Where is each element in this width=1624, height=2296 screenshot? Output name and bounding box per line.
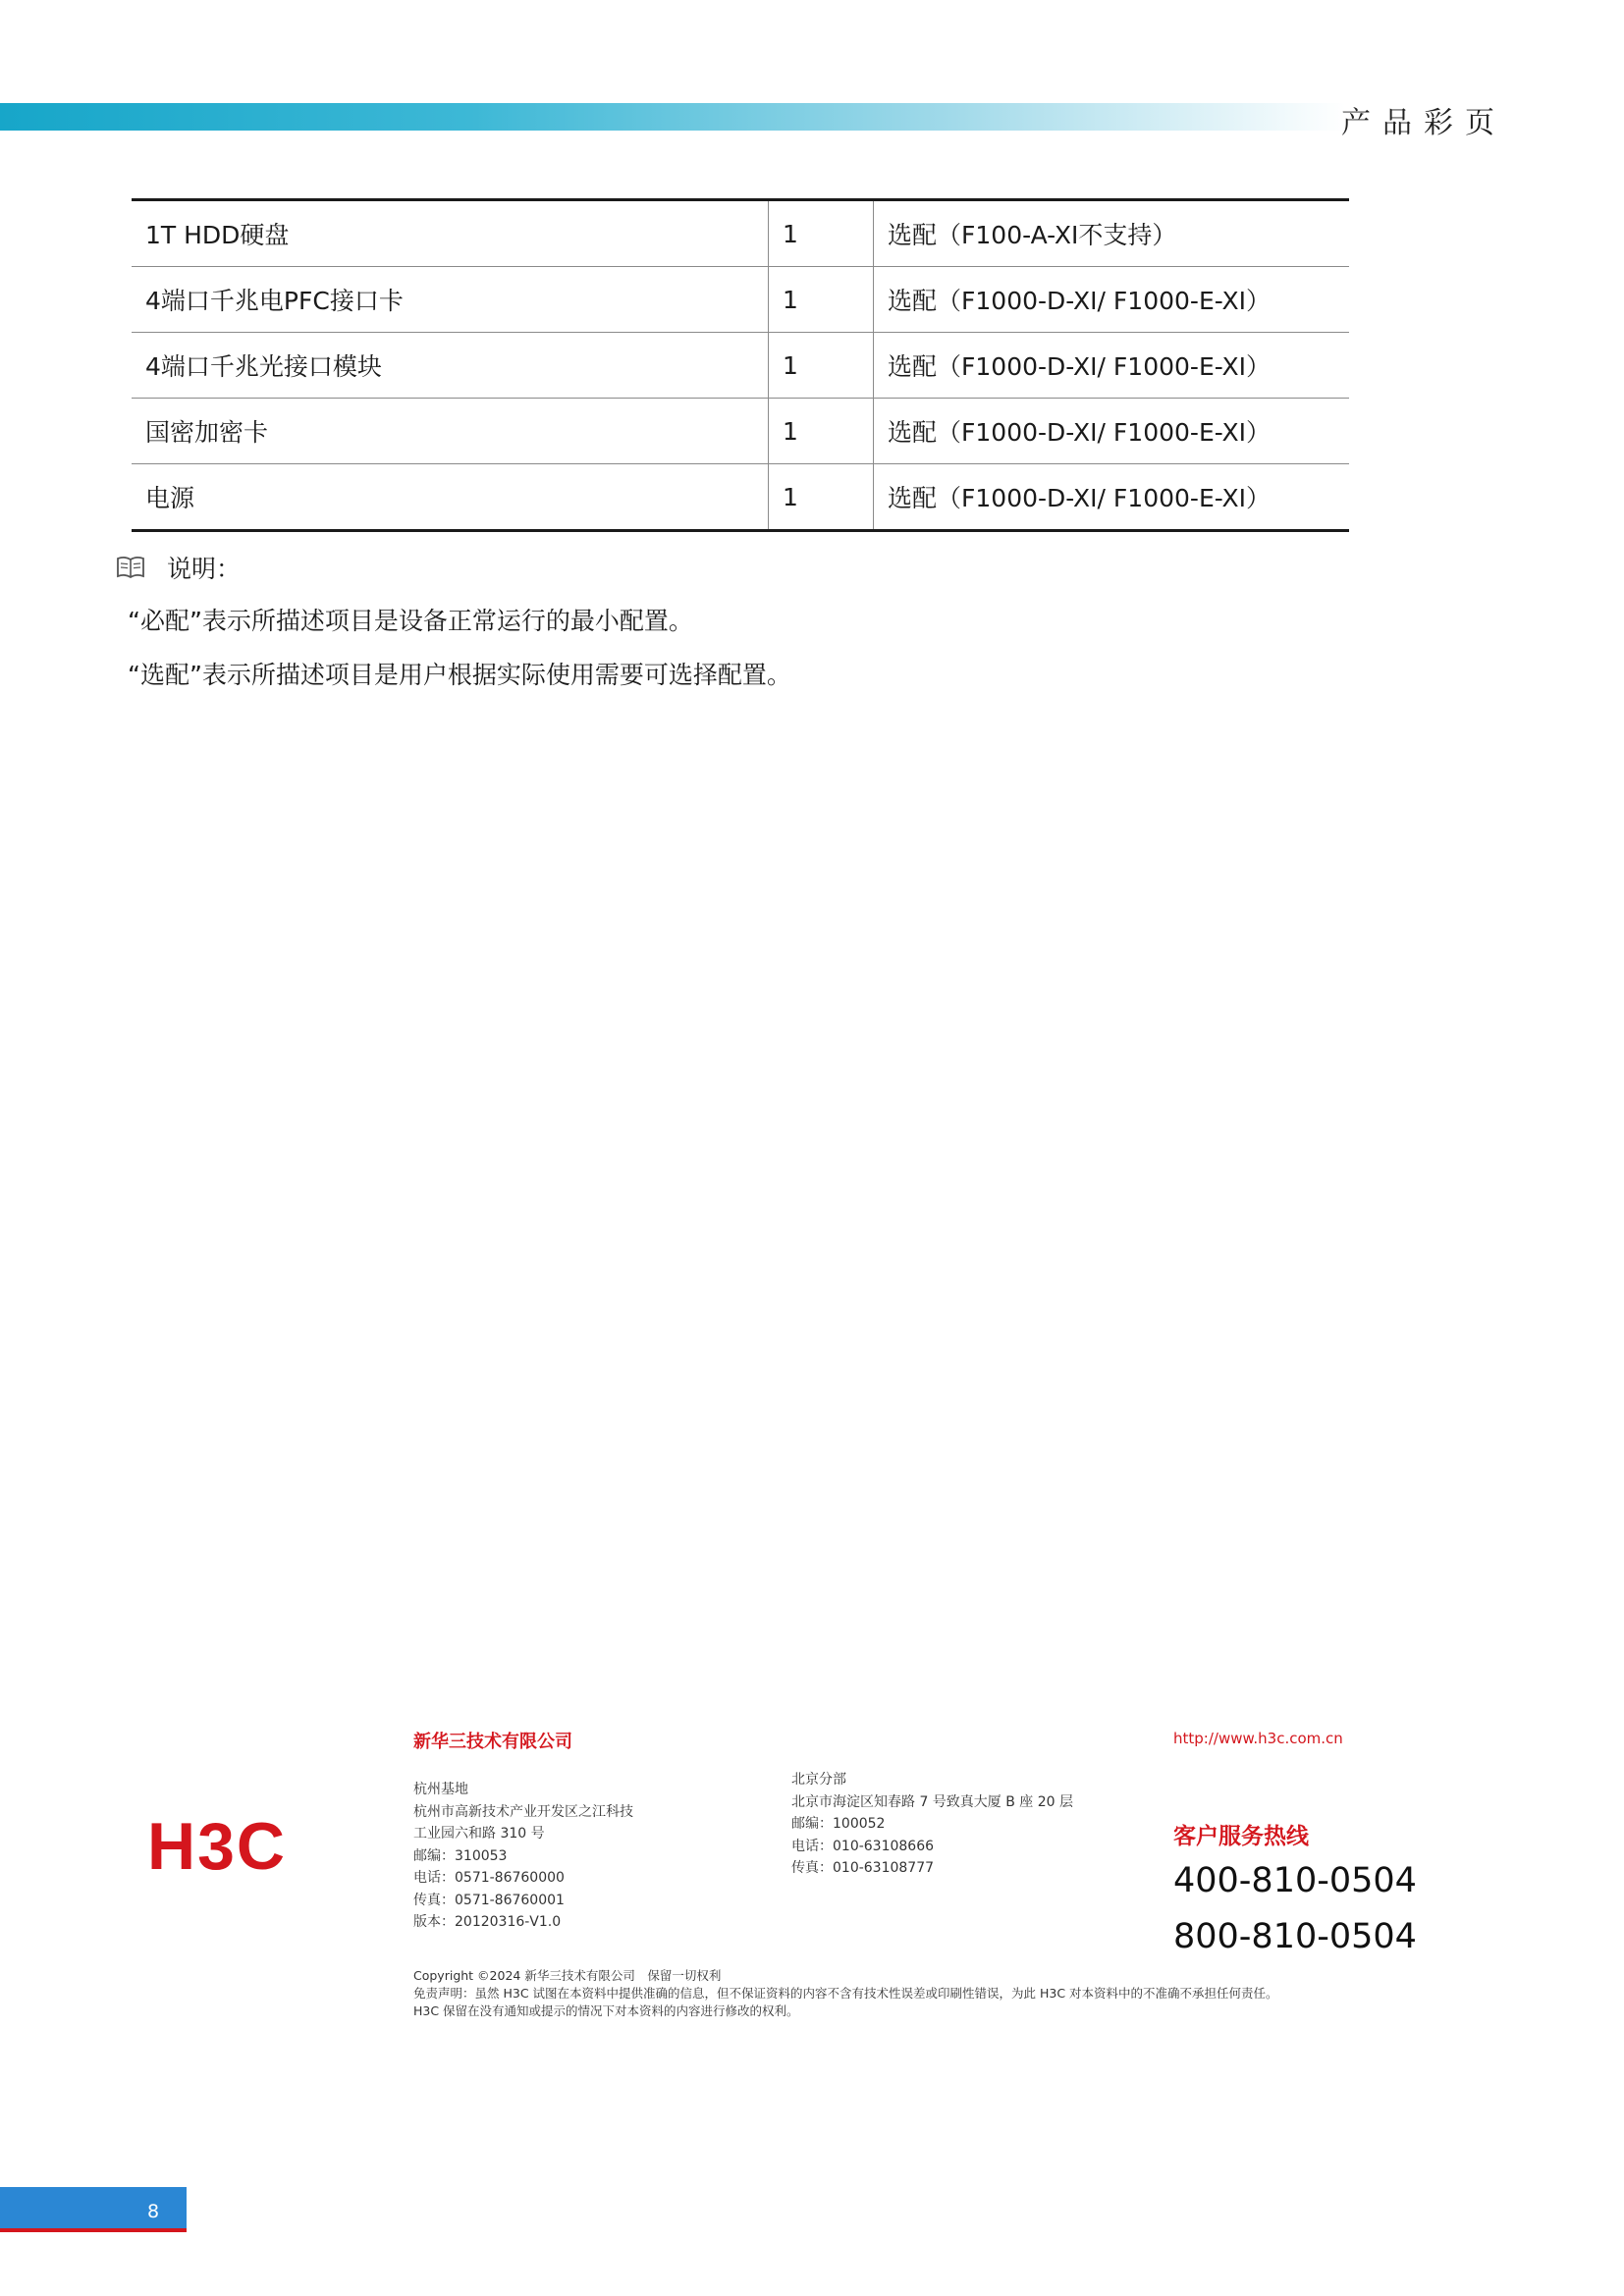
beijing-address xyxy=(791,1769,1073,1880)
beijing-title: 北京分部 xyxy=(791,1772,846,1788)
hotline-title: 客户服务热线 xyxy=(1173,1824,1309,1849)
table-cell-qty: 1 xyxy=(769,333,874,399)
company-name: 新华三技术有限公司 xyxy=(413,1732,572,1752)
table-cell-note: 选配（F1000-D-XI/ F1000-E-XI） xyxy=(874,333,1350,399)
page-number: 8 xyxy=(147,2201,160,2222)
note-line-optional: “选配”表示所描述项目是用户根据实际使用需要可选择配置。 xyxy=(128,661,791,689)
hangzhou-postcode: 邮编：310053 xyxy=(413,1847,508,1864)
beijing-postcode: 邮编：100052 xyxy=(791,1816,886,1832)
table-cell-note: 选配（F1000-D-XI/ F1000-E-XI） xyxy=(874,464,1350,531)
disclaimer-line: H3C 保留在没有通知或提示的情况下对本资料的内容进行修改的权利。 xyxy=(413,2003,799,2018)
hotline-number: 400-810-0504 xyxy=(1173,1861,1417,1900)
table-cell-qty: 1 xyxy=(769,267,874,333)
hangzhou-title: 杭州基地 xyxy=(413,1782,468,1797)
page-title: 产品彩页 xyxy=(1341,106,1506,140)
hangzhou-address-line: 杭州市高新技术产业开发区之江科技 xyxy=(413,1803,633,1820)
table-row xyxy=(132,200,1349,267)
table-cell-qty: 1 xyxy=(769,399,874,464)
document-version: 版本：20120316-V1.0 xyxy=(413,1914,562,1930)
hangzhou-phone: 电话：0571-86760000 xyxy=(413,1870,565,1886)
table-cell-item: 1T HDD硬盘 xyxy=(132,200,769,267)
table-cell-note: 选配（F1000-D-XI/ F1000-E-XI） xyxy=(874,399,1350,464)
hotline-number: 800-810-0504 xyxy=(1173,1917,1417,1956)
header-gradient-bar xyxy=(0,103,1345,131)
copyright-block xyxy=(413,1967,1278,2020)
table-cell-note: 选配（F1000-D-XI/ F1000-E-XI） xyxy=(874,267,1350,333)
table-cell-item: 电源 xyxy=(145,484,195,512)
beijing-fax: 传真：010-63108777 xyxy=(791,1860,935,1876)
beijing-address-line: 北京市海淀区知春路 7 号致真大厦 B 座 20 层 xyxy=(791,1793,1074,1810)
table-row xyxy=(132,267,1349,333)
svg-text:H3C: H3C xyxy=(147,1818,288,1875)
hangzhou-address xyxy=(413,1779,633,1934)
table-row xyxy=(132,333,1349,399)
h3c-logo xyxy=(147,1818,373,1875)
table-cell-qty: 1 xyxy=(769,464,874,531)
note-heading-label: 说明： xyxy=(167,555,242,583)
hangzhou-address-line: 工业园六和路 310 号 xyxy=(413,1826,545,1842)
table-cell-item: 国密加密卡 xyxy=(132,399,769,464)
table-row xyxy=(132,399,1349,464)
note-line-required: “必配”表示所描述项目是设备正常运行的最小配置。 xyxy=(128,607,693,635)
table-cell-qty: 1 xyxy=(769,200,874,267)
table-cell-item: 4端口千兆电PFC接口卡 xyxy=(132,267,769,333)
book-icon xyxy=(116,556,145,579)
hangzhou-fax: 传真：0571-86760001 xyxy=(413,1892,565,1908)
website-link[interactable]: http://www.h3c.com.cn xyxy=(1173,1730,1343,1747)
table-row xyxy=(132,464,1349,531)
disclaimer-line: 免责声明：虽然 H3C 试图在本资料中提供准确的信息，但不保证资料的内容不含有技术性误差或印刷性错误，为此 H3C 对本资料中的不准确不承担任何责任。 xyxy=(413,1986,1278,2001)
options-table xyxy=(132,198,1349,532)
table-cell-item: 4端口千兆光接口模块 xyxy=(132,333,769,399)
copyright-line: Copyright ©2024 新华三技术有限公司 保留一切权利 xyxy=(413,1968,722,1983)
note-heading xyxy=(116,550,241,585)
beijing-phone: 电话：010-63108666 xyxy=(791,1838,935,1854)
table-cell-note: 选配（F100-A-XI不支持） xyxy=(874,200,1350,267)
